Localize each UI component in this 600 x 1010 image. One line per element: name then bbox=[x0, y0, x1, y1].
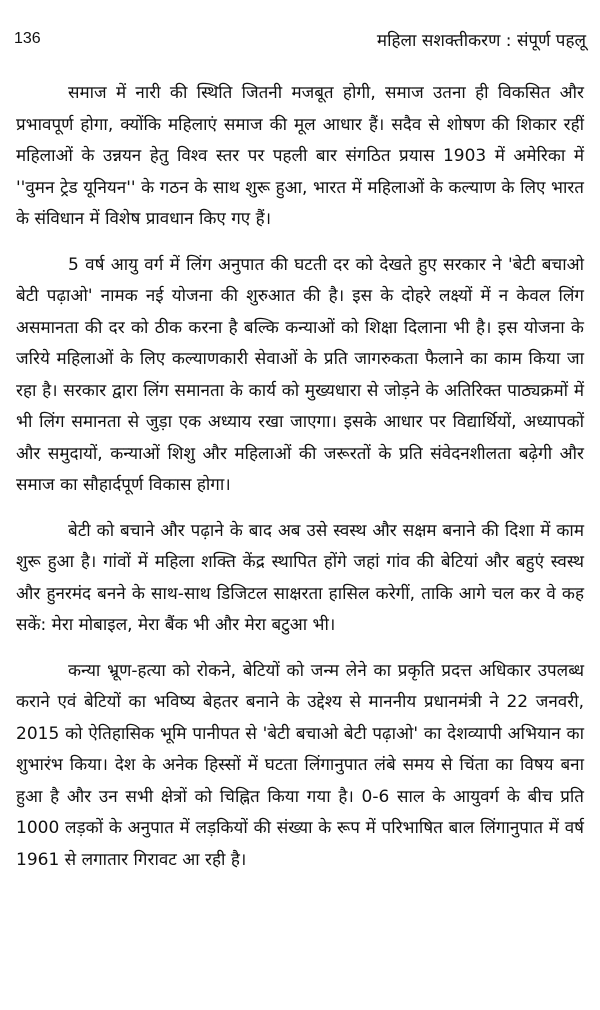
paragraph-3: बेटी को बचाने और पढ़ाने के बाद अब उसे स्वस्थ और सक्षम बनाने की दिशा में काम शुरू हुआ है। गांवों में महिला शक्ति केंद्र स्थापित होंगे जहां गांव की बेटियां और बहुएं स्वस्थ और हुनरमंद बनने के साथ-साथ डिजिटल साक्षरता हासिल करेगीं, ताकि आगे चल कर वे कह सकें: मेरा मोबाइल, मेरा बैंक भी और मेरा बटुआ भी। bbox=[16, 520, 584, 635]
page-number: 136 bbox=[14, 30, 41, 47]
running-title: महिला सशक्तीकरण : संपूर्ण पहलू bbox=[376, 31, 586, 51]
paragraph-4: कन्या भ्रूण-हत्या को रोकने, बेटियों को जन्म लेने का प्रकृति प्रदत्त अधिकार उपलब्ध कराने एवं बेटियों का भविष्य बेहतर बनाने के उद्देश्य से माननीय प्रधानमंत्री ने 22 जनवरी, 2015 को ऐतिहासिक भूमि पानीपत से 'बेटी बचाओ बेटी पढ़ाओ' का देशव्यापी अभियान का शुभारंभ किया। देश के अनेक हिस्सों में घटता लिंगानुपात लंबे समय से चिंता का विषय बना हुआ है और उन सभी क्षेत्रों को चिह्नित किया गया है। 0-6 साल के आयुवर्ग के बीच प्रति 1000 लड़कों के अनुपात में लड़कियों की संख्या के रूप में परिभाषित बाल लिंगानुपात में वर्ष 1961 से लगातार गिरावट आ रही है। bbox=[16, 660, 584, 870]
page-header bbox=[14, 30, 586, 56]
paragraph-1: समाज में नारी की स्थिति जितनी मजबूत होगी, समाज उतना ही विकसित और प्रभावपूर्ण होगा, क्योंकि महिलाएं समाज की मूल आधार हैं। सदैव से शोषण की शिकार रहीं महिलाओं के उन्नयन हेतु विश्व स्तर पर पहली बार संगठित प्रयास 1903 में अमेरिका में ''वुमन ट्रेड यूनियन'' के गठन के साथ शुरू हुआ, भारत में महिलाओं के कल्याण के लिए भारत के संविधान में विशेष प्रावधान किए गए हैं। bbox=[16, 83, 584, 229]
paragraph-2: 5 वर्ष आयु वर्ग में लिंग अनुपात की घटती दर को देखते हुए सरकार ने 'बेटी बचाओ बेटी पढ़ाओ' नामक नई योजना की शुरुआत की है। इस के दोहरे लक्ष्यों में न केवल लिंग असमानता की दर को ठीक करना है बल्कि कन्याओं को शिक्षा दिलाना भी है। इस योजना के जरिये महिलाओं के लिए कल्याणकारी सेवाओं के प्रति जागरुकता फैलाने का काम किया जा रहा है। सरकार द्वारा लिंग समानता के कार्य को मुख्यधारा से जोड़ने के अतिरिक्त पाठ्यक्रमों में भी लिंग समानता से जुड़ा एक अध्याय रखा जाएगा। इसके आधार पर विद्यार्थियों, अध्यापकों और समुदायों, कन्याओं शिशु और महिलाओं की जरूरतों के प्रति संवेदनशीलता बढ़ेगी और समाज का सौहार्दपूर्ण विकास होगा। bbox=[16, 254, 584, 495]
body-text bbox=[16, 78, 584, 876]
